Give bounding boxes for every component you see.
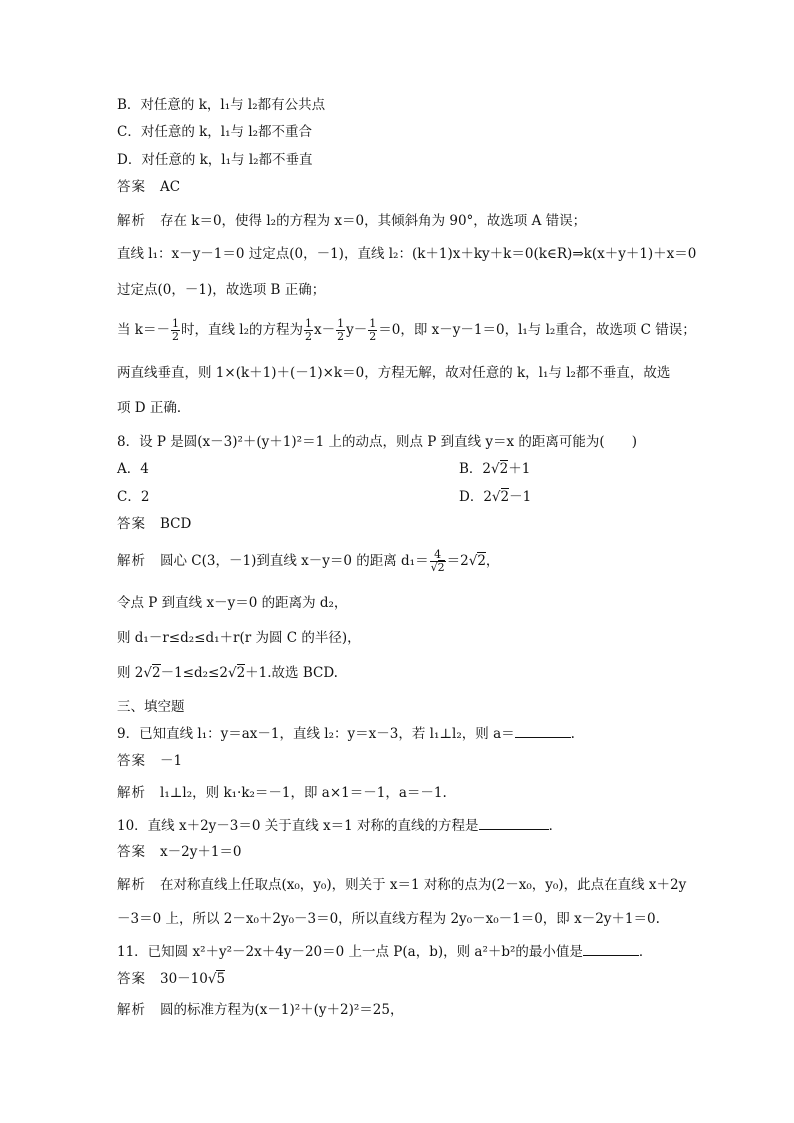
analysis-label: 解析	[117, 553, 146, 569]
analysis-8-line-4: 则 2√2－1≤d₂≤2√2＋1.故选 BCD.	[117, 665, 338, 681]
option-text: D．2	[459, 489, 492, 505]
section-heading-fill-in: 三、填空题	[117, 699, 185, 715]
radicand: 2	[152, 665, 161, 681]
analysis-text: 圆的标准方程为(x－1)²＋(y＋2)²＝25，	[160, 1002, 404, 1018]
fraction	[171, 318, 180, 343]
question-text: 9．已知直线 l₁：y＝ax－1，直线 l₂：y＝x－3，若 l₁⊥l₂，则 a＝	[117, 726, 515, 742]
numerator: 1	[369, 317, 377, 330]
analysis-11-line-1	[117, 1001, 404, 1019]
option-text: B．2	[459, 461, 492, 477]
question-text: ．	[638, 944, 653, 960]
radicand: 2	[236, 665, 246, 681]
option-text: ＋1	[508, 461, 531, 477]
answer-label: 答案	[117, 971, 146, 987]
q8-option-c: C．2	[117, 489, 150, 505]
answer-blank	[515, 725, 571, 738]
answer-value: 30－10	[160, 971, 208, 987]
answer-11: 答案 30－10√5	[117, 971, 226, 987]
answer-8	[117, 515, 191, 533]
analysis-label: 解析	[117, 1002, 146, 1018]
answer-label: 答案	[117, 753, 146, 769]
analysis-text: 在对称直线上任取点(x₀，y₀)，则关于 x＝1 对称的点为(2－x₀，y₀)，此点在直线 x＋2y	[160, 877, 687, 893]
analysis-text: ＝2	[446, 553, 469, 569]
q8-option-b: B．2√2＋1	[459, 461, 531, 477]
answer-label: 答案	[117, 516, 146, 532]
analysis-9	[117, 784, 447, 802]
fraction	[430, 549, 446, 574]
denominator: √2	[430, 561, 445, 574]
question-text: 10．直线 x＋2y－3＝0 关于直线 x＝1 对称的直线的方程是	[117, 818, 479, 834]
question-text: .	[570, 726, 575, 742]
numerator: 1	[305, 317, 313, 330]
answer-value: x－2y＋1＝0	[160, 844, 242, 860]
analysis-8-line-2: 令点 P 到直线 x－y＝0 的距离为 d₂，	[117, 595, 348, 611]
denominator: 2	[305, 330, 313, 343]
analysis-10-line-1	[117, 876, 686, 894]
analysis-8-line-1: 解析 圆心 C(3，－1)到直线 x－y＝0 的距离 d₁＝ $\frac{4}{√2}$ ＝2√2，	[117, 548, 500, 574]
answer-value: AC	[160, 179, 181, 195]
answer-label: 答案	[117, 179, 146, 195]
analysis-text: －1≤d₂≤2	[160, 665, 228, 681]
analysis-text: 当 k＝－	[117, 322, 170, 338]
numerator: 1	[337, 317, 345, 330]
question-9	[117, 725, 575, 743]
denominator: 2	[369, 330, 377, 343]
fraction	[368, 318, 377, 343]
option-b: B．对任意的 k，l₁与 l₂都有公共点	[117, 97, 326, 113]
numerator: 1	[171, 317, 179, 330]
analysis-text: y－	[346, 322, 368, 338]
answer-10	[117, 843, 242, 861]
answer-value: －1	[160, 753, 183, 769]
analysis-text: ＋1.故选 BCD.	[245, 665, 338, 681]
radicand: 2	[437, 561, 445, 574]
question-8: 8．设 P 是圆(x－3)²＋(y＋1)²＝1 上的动点，则点 P 到直线 y＝x 的距离可能为( )	[117, 434, 637, 450]
analysis-text: l₁⊥l₂，则 k₁·k₂＝－1，即 a×1＝－1，a＝－1.	[160, 785, 447, 801]
radicand: 2	[499, 461, 509, 477]
answer-9	[117, 752, 182, 770]
q8-options-row-2	[117, 488, 532, 506]
analysis-text: x－	[314, 322, 336, 338]
analysis-label: 解析	[117, 785, 146, 801]
q8-option-d: D．2√2－1	[459, 489, 532, 505]
option-c: C．对任意的 k，l₁与 l₂都不重合	[117, 124, 313, 140]
radicand: 2	[477, 553, 486, 569]
answer-label: 答案	[117, 844, 146, 860]
answer-value: BCD	[160, 516, 192, 532]
question-text: 11．已知圆 x²＋y²－2x＋4y－20＝0 上一点 P(a，b)，则 a²＋b²的最小值是	[117, 944, 583, 960]
q8-options-row-1	[117, 460, 531, 478]
denominator: 2	[171, 330, 179, 343]
analysis-text: 则 2	[117, 665, 144, 681]
denominator: 2	[337, 330, 345, 343]
numerator: 4	[430, 549, 446, 562]
question-10	[117, 817, 562, 835]
analysis-7-line-3: 过定点(0，－1)，故选项 B 正确；	[117, 282, 326, 298]
analysis-7-line-4	[117, 318, 696, 343]
answer-blank	[479, 817, 549, 830]
option-text: －1	[509, 489, 532, 505]
fraction	[304, 318, 313, 343]
radicand: 2	[500, 489, 510, 505]
analysis-label: 解析	[117, 877, 146, 893]
analysis-text: ＝0，即 x－y－1＝0，l₁与 l₂重合，故选项 C 错误；	[378, 322, 696, 338]
analysis-7-line-5: 两直线垂直，则 1×(k＋1)＋(－1)×k＝0，方程无解，故对任意的 k，l₁与 l₂都不垂直，故选	[117, 365, 671, 381]
radicand: 5	[216, 971, 226, 987]
analysis-7-line-2: 直线 l₁：x－y－1＝0 过定点(0，－1)，直线 l₂：(k＋1)x＋ky＋k＝0(k∈R)⇒k(x＋y＋1)＋x＝0	[117, 246, 697, 262]
analysis-8-line-3: 则 d₁－r≤d₂≤d₁＋r(r 为圆 C 的半径)，	[117, 630, 361, 646]
answer-blank	[583, 943, 639, 956]
analysis-text: ，	[485, 553, 500, 569]
answer-7	[117, 178, 180, 196]
option-d: D．对任意的 k，l₁与 l₂都不垂直	[117, 152, 313, 168]
question-text: ．	[548, 818, 563, 834]
q8-option-a: A．4	[117, 461, 149, 477]
analysis-10-line-2: －3＝0 上，所以 2－x₀＋2y₀－3＝0，所以直线方程为 2y₀－x₀－1＝0，即 x－2y＋1＝0.	[117, 911, 660, 927]
analysis-7-line-1	[117, 212, 586, 230]
analysis-text: 圆心 C(3，－1)到直线 x－y＝0 的距离 d₁＝	[160, 553, 429, 569]
analysis-7-line-6: 项 D 正确．	[117, 400, 191, 416]
fraction	[336, 318, 345, 343]
analysis-label: 解析	[117, 213, 146, 229]
analysis-text: 时，直线 l₂的方程为	[180, 322, 304, 338]
question-11	[117, 943, 652, 961]
analysis-text: 存在 k＝0，使得 l₂的方程为 x＝0，其倾斜角为 90°，故选项 A 错误；	[160, 213, 587, 229]
